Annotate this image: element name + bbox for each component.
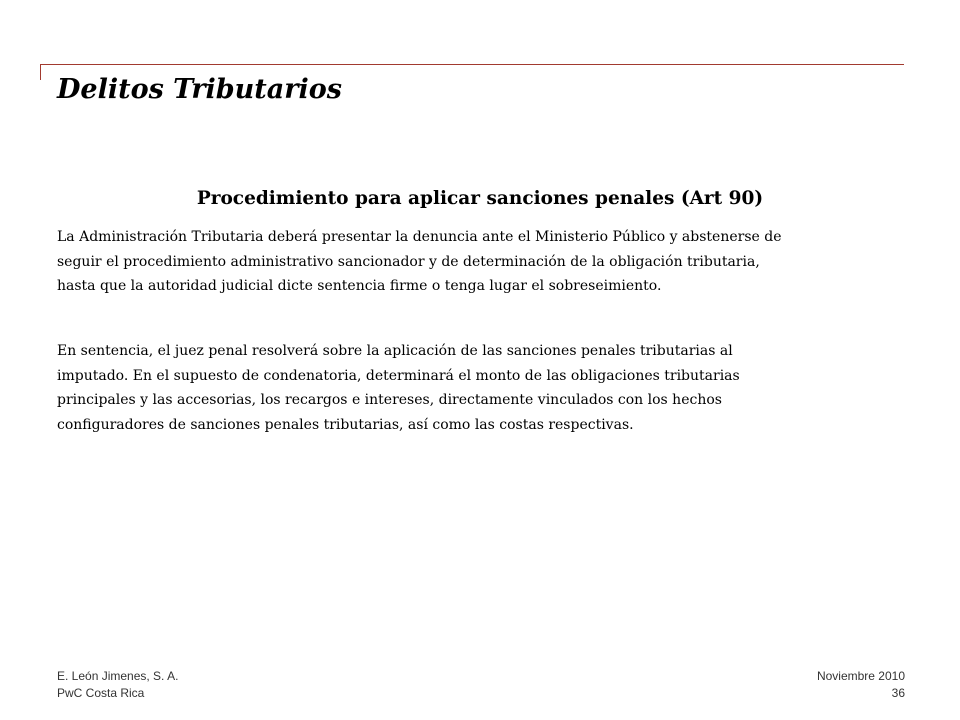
paragraph-line: seguir el procedimiento administrativo sancionador y de determinación de la obligación tributaria, xyxy=(57,253,760,270)
title-rule xyxy=(40,64,904,65)
footer-company: E. León Jimenes, S. A. xyxy=(57,669,179,683)
page-number: 36 xyxy=(891,686,905,700)
slide-title: Delitos Tributarios xyxy=(57,74,342,105)
footer-date: Noviembre 2010 xyxy=(816,669,905,683)
footer-right xyxy=(817,668,905,702)
paragraph-line: principales y las accesorias, los recargos e intereses, directamente vinculados con los hechos xyxy=(57,392,722,408)
paragraph-denuncia xyxy=(57,225,937,299)
paragraph-line: hasta que la autoridad judicial dicte sentencia firme o tenga lugar el sobreseimiento. xyxy=(57,278,662,294)
paragraph-line: En sentencia, el juez penal resolverá sobre la aplicación de las sanciones penales tributarias al xyxy=(57,343,733,359)
section-heading: Procedimiento para aplicar sanciones penales (Art 90) xyxy=(196,188,764,209)
title-rule-tick xyxy=(40,64,41,80)
footer-firm: PwC Costa Rica xyxy=(57,686,145,700)
paragraph-line: imputado. En el supuesto de condenatoria, determinará el monto de las obligaciones tributarias xyxy=(57,367,740,384)
paragraph-sentencia xyxy=(57,339,937,437)
paragraph-line: La Administración Tributaria deberá presentar la denuncia ante el Ministerio Público y abstenerse de xyxy=(57,229,782,245)
paragraph-line: configuradores de sanciones penales tributarias, así como las costas respectivas. xyxy=(57,416,634,433)
footer-left xyxy=(57,668,178,702)
